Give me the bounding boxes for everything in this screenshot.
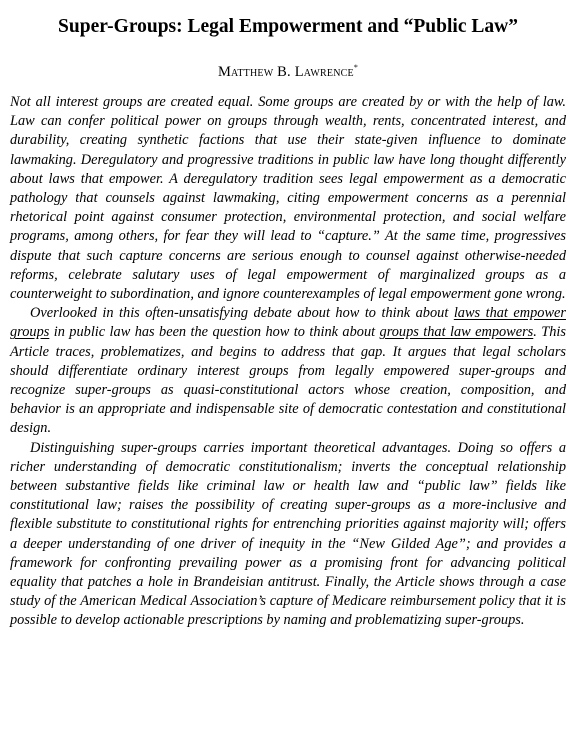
author-footnote-mark[interactable]: * (353, 63, 359, 73)
author-line (10, 63, 566, 81)
abstract-paragraph-2 (10, 304, 566, 438)
paper-title: Super-Groups: Legal Empowerment and “Public Law” (58, 16, 518, 37)
abstract-paragraph-3: Distinguishing super-groups carries important theoretical advantages. Doing so offers a richer understanding of democratic constitutionalism; inverts the conceptual relationship between substantive fields like criminal law or health law and “public law” fields like constitutional law; raises the possibility of creating super-groups as a more-inclusive and flexible substitute to constitutional rights for entrenching priorities against majority will; offers a deeper understanding of one driver of inequity in the “New Gilded Age”; and provides a framework for confronting prevailing power as a promising front for advancing political equality that patches a hole in Brandeisian antitrust. Finally, the Article shows through a case study of the American Medical Association’s capture of Medicare reimbursement policy that it is possible to develop actionable prescriptions by naming and problematizing super-groups. (10, 439, 566, 629)
abstract (10, 93, 566, 631)
underlined-phrase-laws-that-empower-groups: laws that empower groups (10, 305, 566, 341)
author-name: Matthew B. Lawrence (217, 64, 354, 80)
paragraph-2-text-end: . This Article traces, problematizes, and begins to address that gap. It argues that legal scholars should differentiate ordinary interest groups from legally empowered super-groups and recognize super-groups as quasi-constitutional actors whose creation, composition, and behavior is an appropriate and indispensable site of democratic contestation and constitutional design. (10, 324, 566, 437)
paragraph-2-text-middle: in public law has been the question how to think about (49, 324, 380, 341)
abstract-paragraph-1: Not all interest groups are created equal. Some groups are created by or with the help of law. Law can confer political power on groups through wealth, rents, concentrated interest, and durability, creating synthetic factions that use their state-given influence to dominate lawmaking. Deregulatory and progressive traditions in public law have long thought differently about laws that empower. A deregulatory tradition sees legal empowerment as a democratic pathology that counsels against lawmaking, citing empowerment concerns as a perennial rhetorical point against consumer protection, environmental protection, and social welfare programs, among others, for fear they will lead to “capture.” At the same time, progressives dispute that such capture concerns are serious enough to counsel against otherwise-needed reforms, celebrate salutary uses of legal empowerment of marginalized groups as a counterweight to subordination, and ignore counterexamples of legal empowerment gone wrong. (10, 94, 566, 303)
underlined-phrase-groups-that-law-empowers: groups that law empowers (379, 324, 534, 341)
paragraph-2-text-start: Overlooked in this often-unsatisfying debate about how to think about (30, 305, 454, 322)
